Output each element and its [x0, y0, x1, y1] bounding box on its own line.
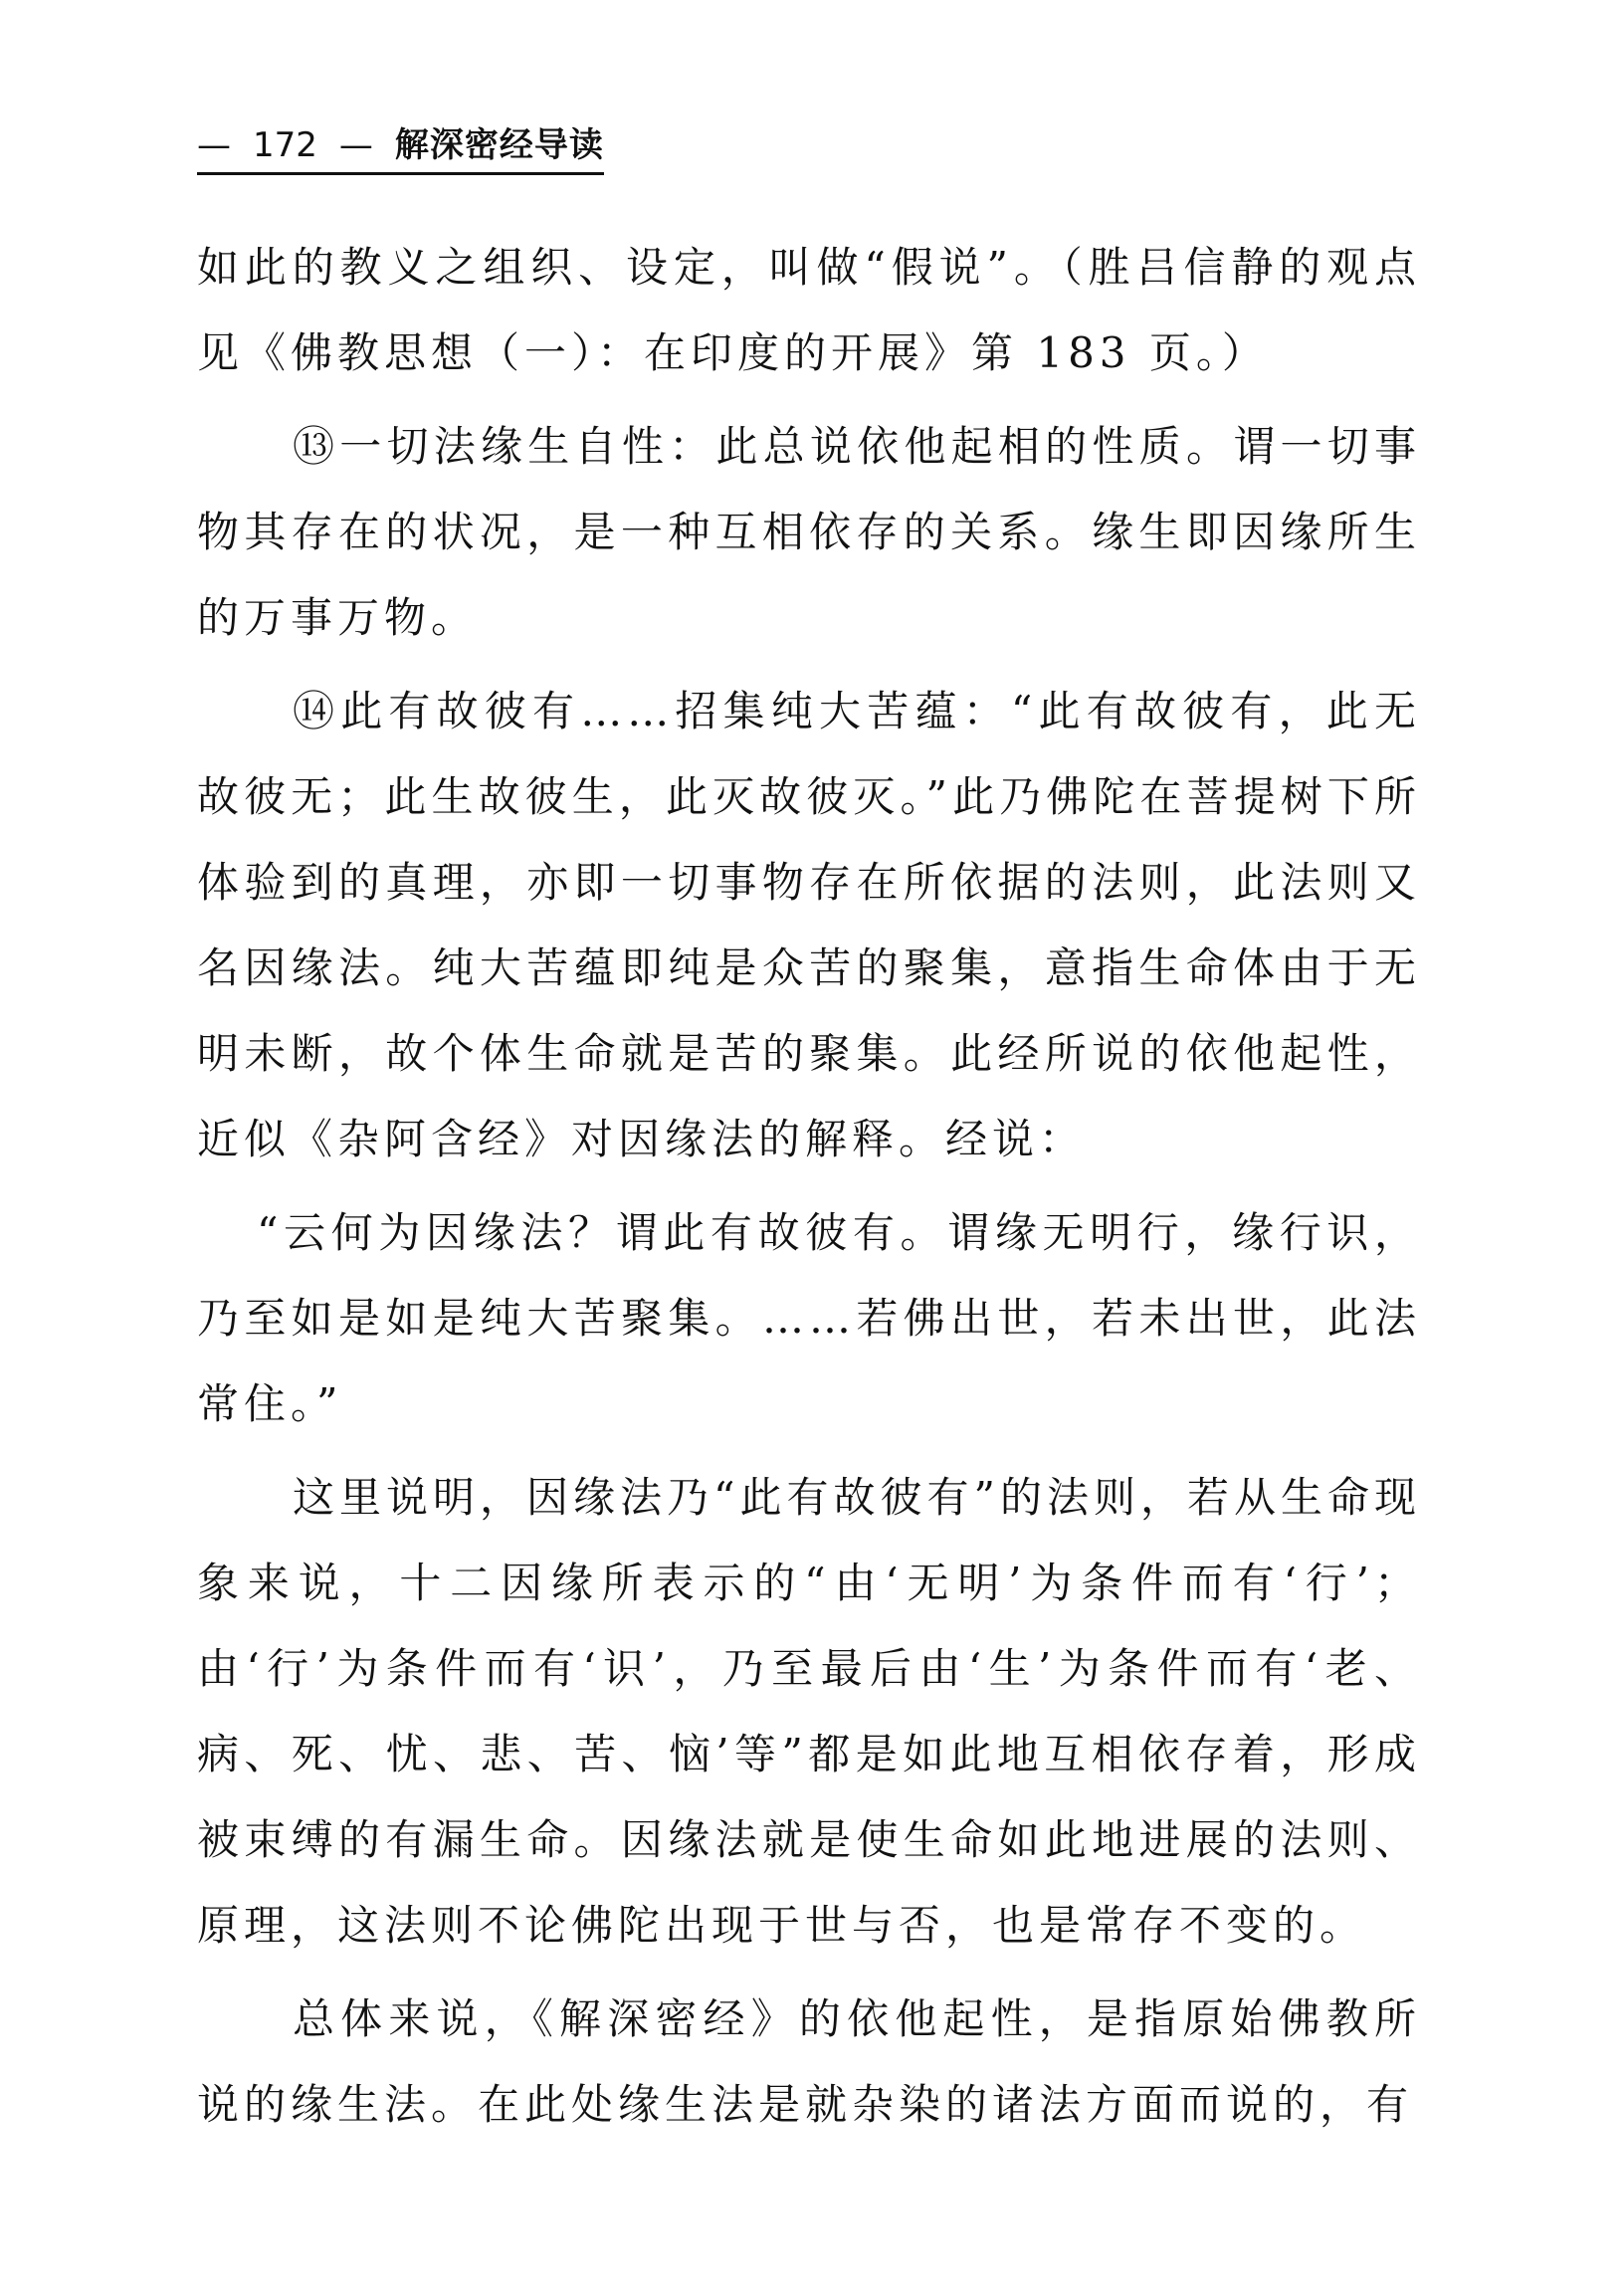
- page-body: [197, 225, 1421, 2148]
- paragraph: 总体来说，《解深密经》的依他起性，是指原始佛教所说的缘生法。在此处缘生法是就杂染的诸法方面而说的，有: [197, 1994, 1421, 2129]
- header-dash-left: —: [197, 125, 231, 165]
- book-title: 解深密经导读: [394, 125, 604, 165]
- paragraph-note-14: ⑭此有故彼有……招集纯大苦蕴：“此有故彼有，此无故彼无；此生故彼生，此灭故彼灭。”此乃佛陀在菩提树下所体验到的真理，亦即一切事物存在所依据的法则，此法则又名因缘法。纯大苦蕴即纯是众苦的聚集，意指生命体由于无明未断，故个体生命就是苦的聚集。此经所说的依他起性，近似《杂阿含经》对因缘法的解释。经说：: [197, 687, 1421, 1163]
- page-number: 172: [253, 125, 317, 165]
- paragraph: 如此的教义之组织、设定，叫做“假说”。（胜吕信静的观点见《佛教思想（一）：在印度的开展》第 183 页。）: [197, 243, 1421, 377]
- paragraph: 这里说明，因缘法乃“此有故彼有”的法则，若从生命现象来说，十二因缘所表示的“由‘无明’为条件而有‘行’；由‘行’为条件而有‘识’，乃至最后由‘生’为条件而有‘老、病、死、忧、悲、苦、恼’等”都是如此地互相依存着，形成被束缚的有漏生命。因缘法就是使生命如此地进展的法则、原理，这法则不论佛陀出现于世与否，也是常存不变的。: [197, 1473, 1421, 1950]
- running-header: [197, 117, 604, 175]
- sutra-quote: “云何为因缘法？谓此有故彼有。谓缘无明行，缘行识，乃至如是如是纯大苦聚集。……若佛出世，若未出世，此法常住。”: [197, 1208, 1421, 1428]
- paragraph-note-13: ⑬一切法缘生自性：此总说依他起相的性质。谓一切事物其存在的状况，是一种互相依存的关系。缘生即因缘所生的万事万物。: [197, 422, 1421, 642]
- header-dash-right: —: [338, 125, 373, 165]
